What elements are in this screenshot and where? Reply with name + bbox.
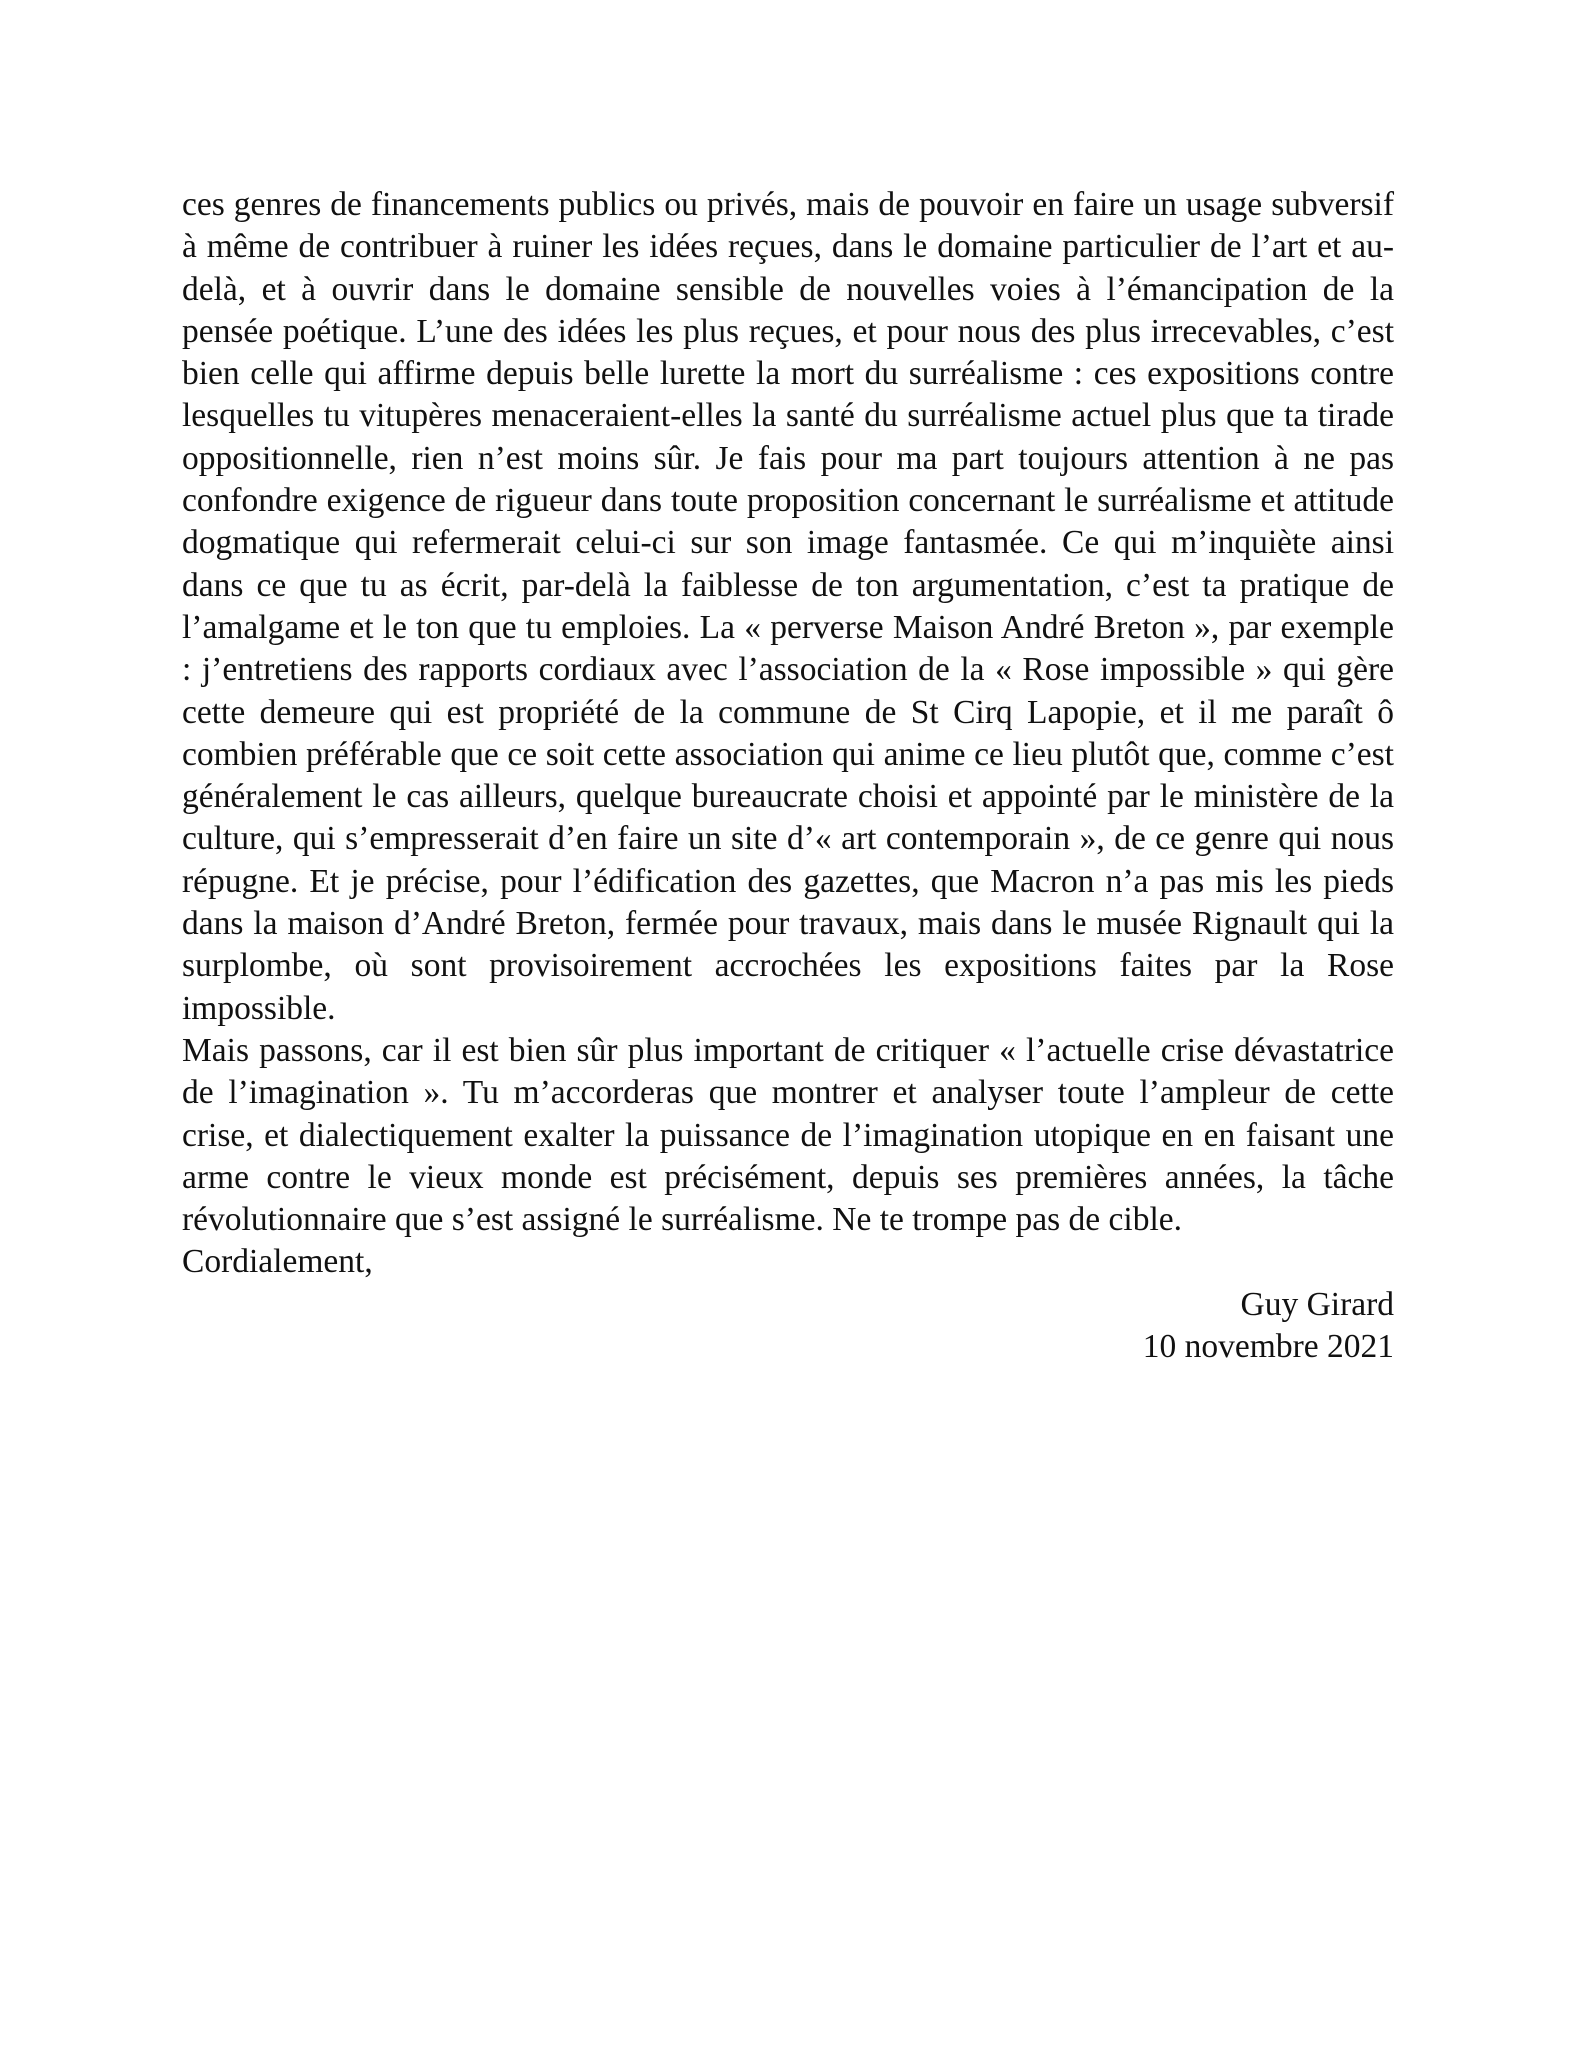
letter-body [182,184,1394,1368]
paragraph-1: ces genres de financements publics ou privés, mais de pouvoir en faire un usage subversif à même de contribuer à ruiner les idées reçues, dans le domaine particulier de l’art et au-delà, et à ouvrir dans le domaine sensible de nouvelles voies à l’émancipation de la pensée poétique. L’une des idées les plus reçues, et pour nous des plus irrecevables, c’est bien celle qui affirme depuis belle lurette la mort du surréalisme : ces expositions contre lesquelles tu vitupères menaceraient-elles la santé du surréalisme actuel plus que ta tirade oppositionnelle, rien n’est moins sûr. Je fais pour ma part toujours attention à ne pas confondre exigence de rigueur dans toute proposition concernant le surréalisme et attitude dogmatique qui refermerait celui-ci sur son image fantasmée. Ce qui m’inquiète ainsi dans ce que tu as écrit, par-delà la faiblesse de ton argumentation, c’est ta pratique de l’amalgame et le ton que tu emploies. La « perverse Maison André Breton », par exemple : j’entretiens des rapports cordiaux avec l’association de la « Rose impossible » qui gère cette demeure qui est propriété de la commune de St Cirq Lapopie, et il me paraît ô combien préférable que ce soit cette association qui anime ce lieu plutôt que, comme c’est généralement le cas ailleurs, quelque bureaucrate choisi et appointé par le ministère de la culture, qui s’empresserait d’en faire un site d’« art contemporain », de ce genre qui nous répugne. Et je précise, pour l’édification des gazettes, que Macron n’a pas mis les pieds dans la maison d’André Breton, fermée pour travaux, mais dans le musée Rignault qui la surplombe, où sont provisoirement accrochées les expositions faites par la Rose impossible. [182,186,1394,1027]
closing-salutation: Cordialement, [182,1243,373,1281]
signature-date: 10 novembre 2021 [1142,1328,1394,1366]
paragraph-2: Mais passons, car il est bien sûr plus important de critiquer « l’actuelle crise dévastatrice de l’imagination ». Tu m’accorderas que montrer et analyser toute l’ampleur de cette crise, et dialectiquement exalter la puissance de l’imagination utopique en en faisant une arme contre le vieux monde est précisément, depuis ses premières années, la tâche révolutionnaire que s’est assigné le surréalisme. Ne te trompe pas de cible. [182,1031,1394,1239]
signature-name: Guy Girard [1240,1285,1394,1323]
